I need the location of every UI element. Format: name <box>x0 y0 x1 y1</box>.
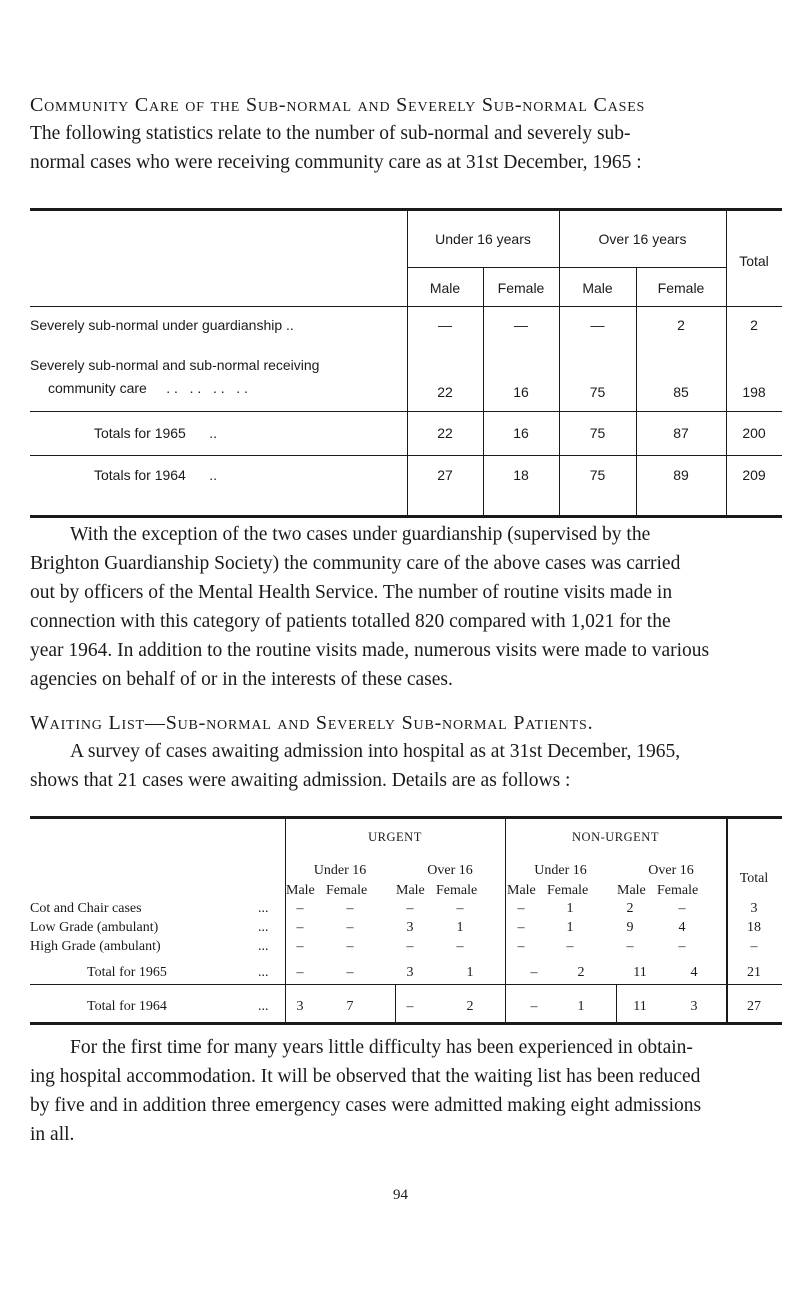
text-line: A survey of cases awaiting admission into hospital as at 31st December, 1965, <box>70 741 681 762</box>
subheader-female: Female <box>326 883 368 898</box>
subheader-male: Male <box>617 883 646 898</box>
table-cell: 1 <box>456 920 464 935</box>
text-line: Brighton Guardianship Society) the community care of the above cases was carried <box>30 553 681 574</box>
table-cell: 200 <box>742 425 766 441</box>
dot-leader: .. <box>209 467 217 483</box>
header-over-16: Over 16 <box>427 863 473 878</box>
page-number: 94 <box>393 1187 408 1203</box>
table-cell: 16 <box>513 425 529 441</box>
table-cell: 16 <box>513 384 529 400</box>
table-cell: – <box>517 920 525 935</box>
table-cell: 75 <box>589 384 606 400</box>
row-label-text: Totals for 1965 <box>94 425 186 441</box>
table-cell: 209 <box>742 467 766 483</box>
text-line: normal cases who were receiving community care as at 31st December, 1965 : <box>30 152 642 173</box>
intro-paragraph-2 <box>30 737 782 795</box>
table-cell: 3 <box>406 965 414 980</box>
dot-leader: .. <box>209 425 217 441</box>
dot-leader: ... <box>258 999 269 1014</box>
table-cell: 11 <box>633 999 647 1014</box>
table-cell: 3 <box>406 920 414 935</box>
text-line: For the first time for many years little difficulty has been experienced in obtain- <box>70 1037 693 1058</box>
table-cell: 1 <box>566 920 574 935</box>
table-cell: 1 <box>466 965 474 980</box>
table-cell: – <box>406 939 414 954</box>
table-cell: 4 <box>678 920 686 935</box>
row-label: High Grade (ambulant) <box>30 939 161 954</box>
subheader-female: Female <box>497 280 545 296</box>
subheader-male: Male <box>507 883 536 898</box>
table-cell: – <box>346 901 354 916</box>
table-cell: 3 <box>750 901 758 916</box>
table-cell: 85 <box>673 384 689 400</box>
dot-leader: ... <box>258 939 269 954</box>
dot-leader: . . . . . . . . <box>166 380 248 396</box>
table-cell: — <box>590 317 605 333</box>
table-cell: 2 <box>466 999 474 1014</box>
table-cell: 198 <box>742 384 766 400</box>
row-label: Severely sub-normal and sub-normal receiving <box>30 357 320 373</box>
table-cell: — <box>514 317 528 333</box>
table-cell: 4 <box>690 965 698 980</box>
table-cell: 1 <box>577 999 585 1014</box>
header-urgent: URGENT <box>368 830 422 844</box>
text-line: ing hospital accommodation. It will be observed that the waiting list has been reduced <box>30 1066 701 1087</box>
subheader-male: Male <box>396 883 425 898</box>
subheader-female: Female <box>436 883 478 898</box>
paragraph-community-care-details <box>30 520 782 694</box>
dot-leader: ... <box>258 901 269 916</box>
subheader-female: Female <box>547 883 589 898</box>
table-cell: 7 <box>346 999 354 1014</box>
row-label-text: community care <box>48 380 147 396</box>
table-cell: 18 <box>747 920 761 935</box>
table-cell: 22 <box>437 425 453 441</box>
table-waiting-list <box>30 816 782 1026</box>
text-line: in all. <box>30 1124 75 1145</box>
table-cell: – <box>296 901 304 916</box>
table-cell: 21 <box>747 965 761 980</box>
row-label-text: Severely sub-normal under guardianship <box>30 317 283 333</box>
text-line: The following statistics relate to the number of sub-normal and severely sub- <box>30 123 631 144</box>
row-label-text: Totals for 1964 <box>94 467 186 483</box>
table-cell: – <box>678 939 686 954</box>
table-cell: 2 <box>677 317 685 333</box>
table-cell: 3 <box>296 999 304 1014</box>
row-label: Total for 1964 <box>87 999 167 1014</box>
intro-paragraph-1 <box>30 119 782 177</box>
table-cell: – <box>517 901 525 916</box>
subheader-male: Male <box>582 280 613 296</box>
table-cell: – <box>346 965 354 980</box>
table-cell: – <box>530 965 538 980</box>
table-cell: 27 <box>747 999 761 1014</box>
header-under-16: Under 16 years <box>435 231 531 247</box>
subheader-female: Female <box>657 280 705 296</box>
table-cell: – <box>566 939 574 954</box>
header-over-16: Over 16 <box>648 863 694 878</box>
table-cell: 87 <box>673 425 689 441</box>
row-label: Low Grade (ambulant) <box>30 920 159 935</box>
table-cell: – <box>530 999 538 1014</box>
table-cell: – <box>517 939 525 954</box>
row-label: Cot and Chair cases <box>30 901 142 916</box>
table-cell: 2 <box>750 317 758 333</box>
header-under-16: Under 16 <box>313 863 367 878</box>
header-non-urgent: NON-URGENT <box>572 830 659 844</box>
row-label <box>94 467 217 483</box>
text-line: out by officers of the Mental Health Service. The number of routine visits made in <box>30 582 673 603</box>
row-label <box>48 380 248 396</box>
table-cell: 75 <box>589 467 606 483</box>
header-under-16: Under 16 <box>534 863 587 878</box>
table-cell: 27 <box>437 467 453 483</box>
table-cell: 18 <box>513 467 529 483</box>
table-cell: — <box>438 317 452 333</box>
table-community-care <box>30 208 782 518</box>
text-line: year 1964. In addition to the routine visits made, numerous visits were made to various <box>30 640 710 661</box>
table-cell: 2 <box>626 901 634 916</box>
header-total: Total <box>739 871 769 886</box>
dot-leader: ... <box>258 965 269 980</box>
table-cell: – <box>346 939 354 954</box>
table-cell: – <box>626 939 634 954</box>
section-heading-community-care: Community Care of the Sub-normal and Severely Sub-normal Cases <box>30 94 646 116</box>
subheader-male: Male <box>286 883 315 898</box>
table-cell: 89 <box>673 467 689 483</box>
text-line: connection with this category of patients totalled 820 compared with 1,021 for the <box>30 611 671 632</box>
table-cell: – <box>678 901 686 916</box>
table-cell: 1 <box>566 901 574 916</box>
section-heading-waiting-list: Waiting List—Sub-normal and Severely Sub-normal Patients. <box>30 712 594 734</box>
dot-leader: ... <box>258 920 269 935</box>
table-cell: – <box>750 939 758 954</box>
table-cell: 11 <box>633 965 647 980</box>
table-cell: 2 <box>577 965 585 980</box>
table-cell: – <box>456 901 464 916</box>
table-cell: – <box>346 920 354 935</box>
table-cell: 9 <box>626 920 634 935</box>
table-cell: 22 <box>437 384 453 400</box>
table-cell: 3 <box>690 999 698 1014</box>
table-cell: – <box>296 920 304 935</box>
text-line: by five and in addition three emergency cases were admitted making eight admissions <box>30 1095 702 1116</box>
subheader-female: Female <box>657 883 699 898</box>
table-cell: 75 <box>589 425 606 441</box>
paragraph-waiting-list-summary <box>30 1033 782 1149</box>
row-label <box>30 317 294 333</box>
subheader-male: Male <box>429 280 461 296</box>
table-cell: – <box>296 939 304 954</box>
table-cell: – <box>406 999 414 1014</box>
table-cell: – <box>456 939 464 954</box>
table-cell: – <box>296 965 304 980</box>
table-cell: – <box>406 901 414 916</box>
header-total: Total <box>739 253 769 269</box>
row-label: Total for 1965 <box>87 965 167 980</box>
row-label <box>94 425 217 441</box>
text-line: shows that 21 cases were awaiting admission. Details are as follows : <box>30 770 571 791</box>
text-line: With the exception of the two cases under guardianship (supervised by the <box>70 524 651 545</box>
dot-leader: .. <box>286 317 294 333</box>
header-over-16: Over 16 years <box>598 231 687 247</box>
text-line: agencies on behalf of or in the interests of these cases. <box>30 669 453 690</box>
